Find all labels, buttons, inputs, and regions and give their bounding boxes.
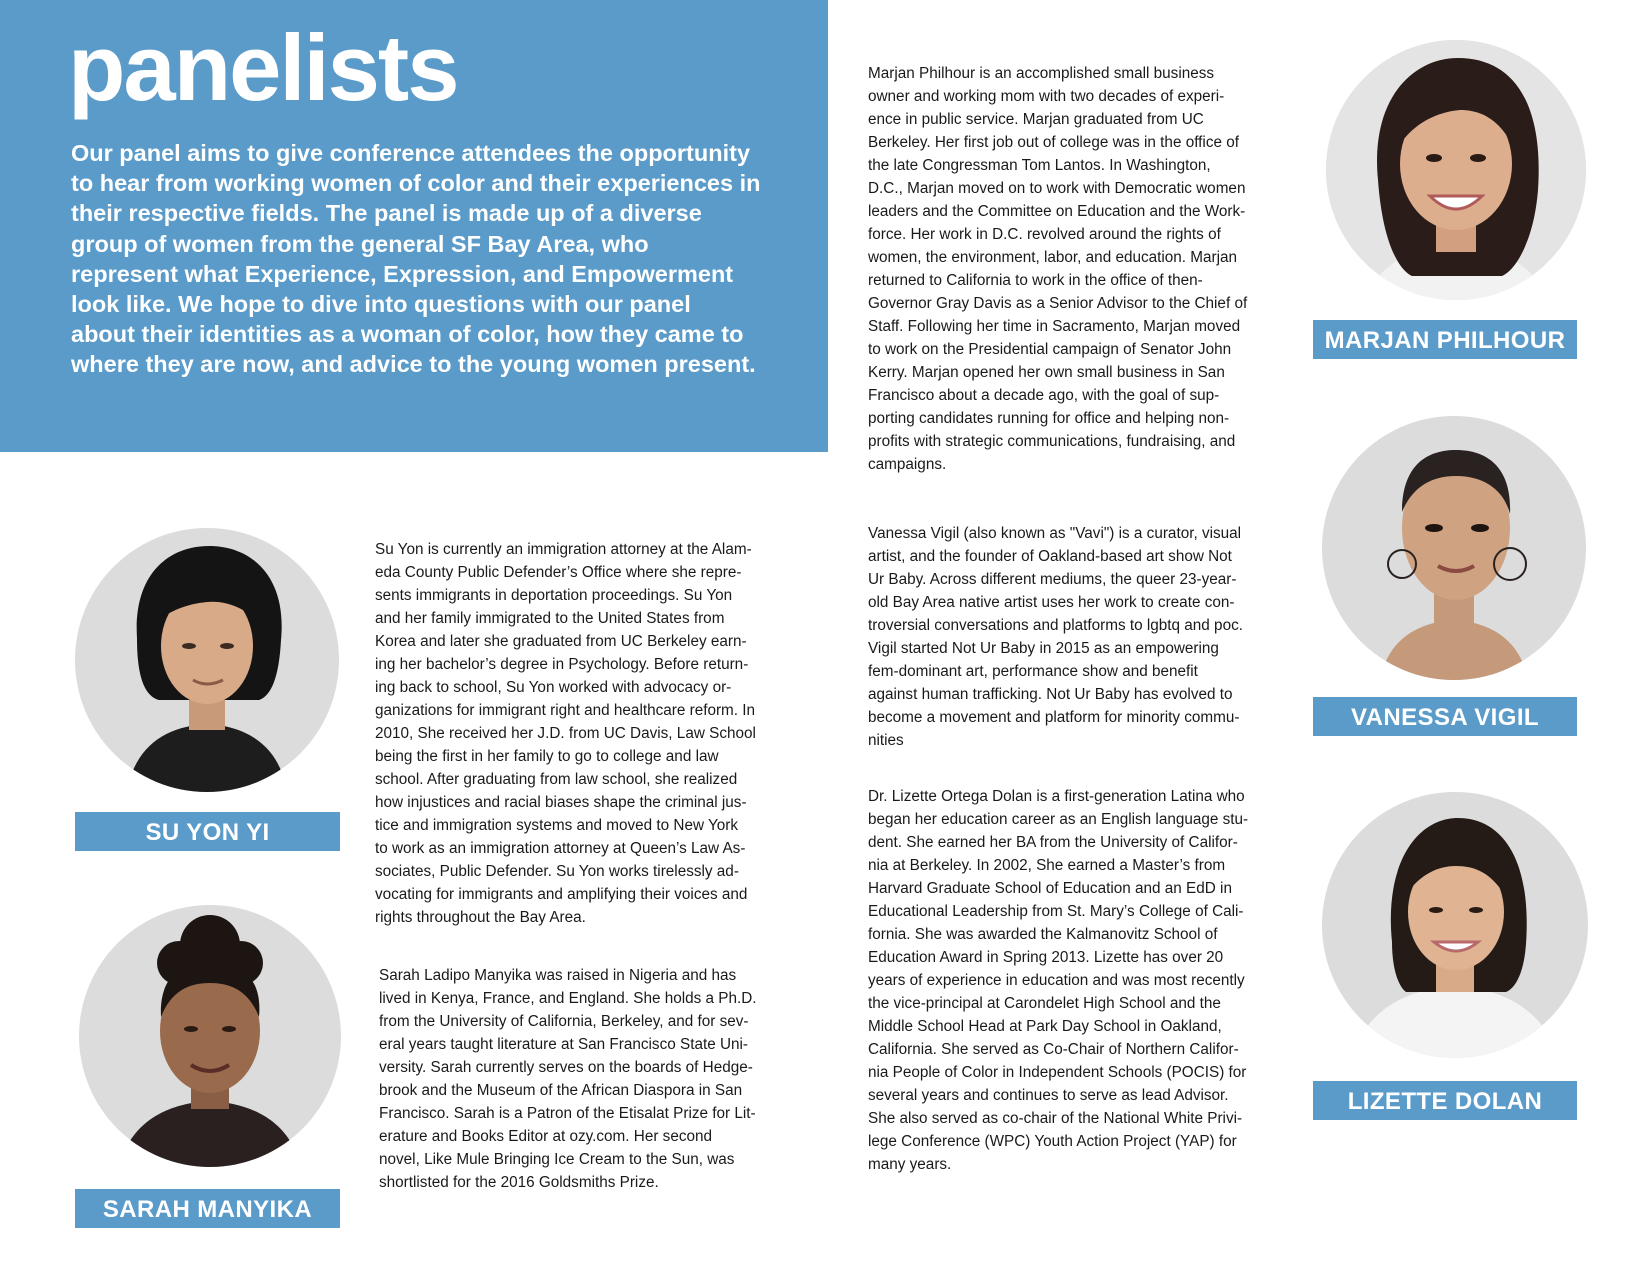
su-yon-yi-bio: Su Yon is currently an immigration attorney at the Alam- eda County Public Defender’s Office where she repre- sents immigrants in deportation proceedings. Su Yon and her family immigrated to the United States from Korea and later she graduated from UC Berkeley earn- ing her bachelor’s degree in Psychology. Before return- ing back to school, Su Yon worked with advocacy or- ganizations for immigrant right and healthcare reform. In 2010, She received her J.D. from UC Davis, Law School being the first in her family to go to college and law school. After graduating from law school, she realized how injustices and racial biases shape the criminal jus- tice and immigration systems and moved to New York to work as an immigration attorney at Queen’s Law As- sociates, Public Defender. Su Yon works tirelessly ad- vocating for immigrants and amplifying their voices and rights throughout the Bay Area.	[375, 541, 756, 926]
marjan-philhour-photo	[1326, 40, 1586, 300]
marjan-philhour-name-tag: MARJAN PHILHOUR	[1313, 320, 1577, 359]
su-yon-yi-name-tag: SU YON YI	[75, 812, 340, 851]
header-banner	[0, 0, 828, 452]
marjan-philhour-bio: Marjan Philhour is an accomplished small business owner and working mom with two decades of experi- ence in public service. Marjan graduated from UC Berkeley. Her first job out of college was in the office of the late Congressman Tom Lantos. In Washington, D.C., Marjan moved on to work with Democratic women leaders and the Committee on Education and the Work- force. Her work in D.C. revolved around the rights of women, the environment, labor, and education. Marjan returned to California to work in the office of then- Governor Gray Davis as a Senior Advisor to the Chief of Staff. Following her time in Sacramento, Marjan moved to work on the Presidential campaign of Senator John Kerry. Marjan opened her own small business in San Francisco about a decade ago, with the goal of sup- porting candidates running for office and helping non- profits with strategic communications, fundraising, and campaigns.	[868, 65, 1248, 473]
lizette-dolan-name-tag: LIZETTE DOLAN	[1313, 1081, 1577, 1120]
page-title: panelists	[68, 15, 458, 120]
lizette-dolan-photo	[1322, 792, 1588, 1058]
sarah-manyika-photo	[79, 905, 341, 1167]
lizette-dolan-bio: Dr. Lizette Ortega Dolan is a first-generation Latina who began her education career as an English language stu- dent. She earned her BA from the University of Califor- nia at Berkeley. In 2002, She earned a Master’s from Harvard Graduate School of Education and an EdD in Educational Leadership from St. Mary’s College of Cali- fornia. She was awarded the Kalmanovitz School of Education Award in Spring 2013. Lizette has over 20 years of experience in education and was most recently the vice-principal at Carondelet High School and the Middle School Head at Park Day School in Oakland, California. She served as Co-Chair of Northern Califor- nia People of Color in Independent Schools (POCIS) for several years and continues to serve as lead Advisor. She also served as co-chair of the National White Privi- lege Conference (WPC) Youth Action Project (YAP) for many years.	[868, 788, 1249, 1173]
panel-intro: Our panel aims to give conference attendees the opportunity to hear from working women of color and their experiences in their respective fields. The panel is made up of a diverse group of women from the general SF Bay Area, who represent what Experience, Expression, and Empowerment look like. We hope to dive into questions with our panel about their identities as a woman of color, how they came to where they are now, and advice to the young women present.	[71, 140, 761, 378]
su-yon-yi-photo	[75, 528, 339, 792]
sarah-manyika-bio: Sarah Ladipo Manyika was raised in Nigeria and has lived in Kenya, France, and England. She holds a Ph.D. from the University of California, Berkeley, and for sev- eral years taught literature at San Francisco State Uni- versity. Sarah currently serves on the boards of Hedge- brook and the Museum of the African Diaspora in San Francisco. Sarah is a Patron of the Etisalat Prize for Lit- erature and Books Editor at ozy.com. Her second novel, Like Mule Bringing Ice Cream to the Sun, was shortlisted for the 2016 Goldsmiths Prize.	[379, 967, 757, 1191]
vanessa-vigil-photo	[1322, 416, 1586, 680]
vanessa-vigil-name-tag: VANESSA VIGIL	[1313, 697, 1577, 736]
sarah-manyika-name-tag: SARAH MANYIKA	[75, 1189, 340, 1228]
vanessa-vigil-bio: Vanessa Vigil (also known as "Vavi") is a curator, visual artist, and the founder of Oakland-based art show Not Ur Baby. Across different mediums, the queer 23-year- old Bay Area native artist uses her work to create con- troversial conversations and platforms to lgbtq and poc. Vigil started Not Ur Baby in 2015 as an empowering fem-dominant art, performance show and benefit against human trafficking. Not Ur Baby has evolved to become a movement and platform for minority commu- nities	[868, 525, 1243, 749]
